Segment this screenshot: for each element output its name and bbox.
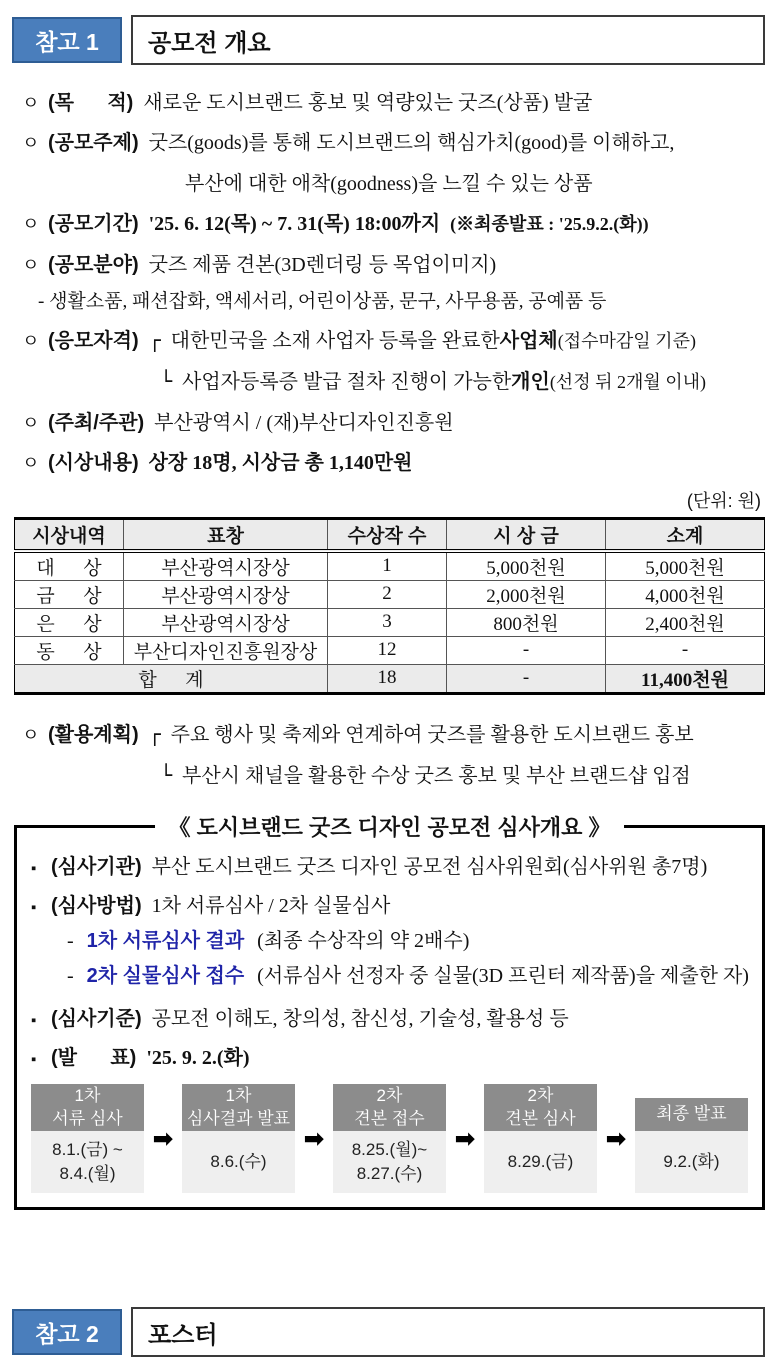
award-line <box>22 450 769 476</box>
review-method-sub1-highlight: 1차 서류심사 결과 <box>86 930 245 953</box>
step-date-line: 8.29.(금) <box>507 1151 574 1171</box>
review-method-sub2-text: (서류심사 선정자 중 실물(3D 프린터 제작품)을 제출한 자) <box>257 965 749 988</box>
cell-count: 3 <box>328 608 447 636</box>
bullet-marker: ㅇ <box>22 453 40 474</box>
timeline-step-3-dates <box>333 1131 446 1193</box>
cell-total-subtotal: 11,400천원 <box>606 664 765 693</box>
cell-count: 2 <box>328 580 447 608</box>
timeline-step-5-dates <box>635 1131 748 1193</box>
ref2-title: 포스터 <box>131 1307 765 1357</box>
cell-subtotal: 2,400천원 <box>606 608 765 636</box>
review-overview-box <box>14 815 765 1210</box>
table-row <box>15 636 765 664</box>
field-subline: - 생활소품, 패션잡화, 액세서리, 어린이상품, 문구, 사무용품, 공예품 등 <box>38 290 607 312</box>
purpose-text: 새로운 도시브랜드 홍보 및 역량있는 굿즈(상품) 발굴 <box>143 92 593 114</box>
eligibility-text-2: 사업자등록증 발급 절차 진행이 가능한 <box>182 371 512 394</box>
bullet-marker: ㅇ <box>22 724 40 745</box>
plan-text-2: 부산시 채널을 활용한 수상 굿즈 홍보 및 부산 브랜드샵 입점 <box>182 764 691 787</box>
host-label: (주최/주관) <box>48 411 145 434</box>
purpose-line <box>22 90 769 116</box>
section-header-ref1 <box>12 14 765 66</box>
col-header-grade: 시상내역 <box>15 518 124 551</box>
period-text: '25. 6. 12(목) ~ 7. 31(목) 18:00까지 <box>148 213 441 236</box>
review-box-title: 《 도시브랜드 굿즈 디자인 공모전 심사개요 》 <box>155 811 625 842</box>
theme-line <box>22 130 769 156</box>
step-head-line: 서류 심사 <box>52 1108 123 1128</box>
review-announce-label: (발 표) <box>51 1047 137 1070</box>
timeline-step-2-head <box>182 1084 295 1131</box>
review-criteria-line <box>31 1002 748 1031</box>
award-table <box>14 517 765 695</box>
section-header-ref2 <box>12 1306 765 1358</box>
dash-marker: - <box>67 930 74 953</box>
timeline-step-2-dates <box>182 1131 295 1193</box>
eligibility-label: (응모자격) <box>48 329 139 352</box>
arrow-right-icon: ➡ <box>152 1124 174 1154</box>
review-criteria-text: 공모전 이해도, 창의성, 참신성, 기술성, 활용성 등 <box>151 1008 569 1031</box>
cell-total-money: - <box>447 664 606 693</box>
square-bullet-icon: ▪ <box>31 861 37 878</box>
bracket-bottom-icon: └ <box>160 369 173 394</box>
eligibility-bold-2: 개인 <box>511 371 550 394</box>
cell-money: 800천원 <box>447 608 606 636</box>
step-head-line: 심사결과 발표 <box>186 1108 291 1128</box>
timeline-step-4-dates <box>484 1131 597 1193</box>
step-date-line: 8.25.(월)~ <box>351 1139 428 1159</box>
cell-total-count: 18 <box>328 664 447 693</box>
timeline-step-5-head <box>635 1098 748 1131</box>
col-header-count: 수상작 수 <box>328 518 447 551</box>
review-method-text: 1차 서류심사 / 2차 실물심사 <box>151 895 391 918</box>
square-bullet-icon: ▪ <box>31 1013 37 1030</box>
step-date-line: 8.6.(수) <box>210 1151 267 1171</box>
timeline-step-3 <box>333 1084 446 1193</box>
table-row <box>15 608 765 636</box>
cell-money: 5,000천원 <box>447 551 606 581</box>
period-note: (※최종발표 : '25.9.2.(화)) <box>450 214 649 235</box>
col-header-money: 시 상 금 <box>447 518 606 551</box>
plan-line-cont <box>160 762 769 789</box>
step-head-line: 최종 발표 <box>656 1104 727 1124</box>
period-line <box>22 211 769 237</box>
period-label: (공모기간) <box>48 213 139 236</box>
arrow-right-icon: ➡ <box>303 1124 325 1154</box>
host-text: 부산광역시 / (재)부산디자인진흥원 <box>154 411 454 434</box>
step-head-line: 견본 심사 <box>505 1108 576 1128</box>
field-line <box>22 252 769 278</box>
table-row <box>15 551 765 581</box>
review-announce-text: '25. 9. 2.(화) <box>146 1047 250 1070</box>
bullet-marker: ㅇ <box>22 214 40 235</box>
cell-total-label: 합 계 <box>15 664 328 693</box>
review-method-sub1-text: (최종 수상작의 약 2배수) <box>257 930 470 953</box>
step-head-line: 견본 접수 <box>354 1108 425 1128</box>
cell-prize: 부산디자인진흥원장상 <box>124 636 328 664</box>
table-row <box>15 580 765 608</box>
field-label: (공모분야) <box>48 253 139 276</box>
plan-label: (활용계획) <box>48 723 139 746</box>
bracket-top-icon: ┌ <box>148 721 161 746</box>
dash-marker: - <box>67 965 74 988</box>
award-text: 상장 18명, 시상금 총 1,140만원 <box>148 452 413 475</box>
col-header-subtotal: 소계 <box>606 518 765 551</box>
bullet-marker: ㅇ <box>22 330 40 351</box>
bullet-marker: ㅇ <box>22 93 40 113</box>
ref1-badge: 참고 1 <box>12 17 122 63</box>
bullet-marker: ㅇ <box>22 133 40 154</box>
theme-label: (공모주제) <box>48 132 139 155</box>
step-date-line: 8.4.(월) <box>59 1164 116 1184</box>
review-method-sub2 <box>67 959 748 988</box>
cell-prize: 부산광역시장상 <box>124 551 328 581</box>
award-label: (시상내용) <box>48 452 139 475</box>
table-unit-note: (단위: 원) <box>686 490 761 511</box>
step-head-line: 1차 <box>74 1085 101 1105</box>
cell-subtotal: 5,000천원 <box>606 551 765 581</box>
plan-line <box>22 721 769 748</box>
table-total-row <box>15 664 765 693</box>
step-date-line: 9.2.(화) <box>663 1151 720 1171</box>
review-agency-text: 부산 도시브랜드 굿즈 디자인 공모전 심사위원회(심사위원 총7명) <box>151 856 708 879</box>
field-text: 굿즈 제품 견본(3D렌더링 등 목업이미지) <box>148 253 497 276</box>
step-head-line: 2차 <box>376 1085 403 1105</box>
step-head-line: 1차 <box>225 1085 252 1105</box>
review-method-label: (심사방법) <box>51 895 142 918</box>
arrow-right-icon: ➡ <box>454 1124 476 1154</box>
bullet-marker: ㅇ <box>22 412 40 433</box>
timeline-step-4 <box>484 1084 597 1193</box>
host-line <box>22 410 769 436</box>
step-head-line: 2차 <box>527 1085 554 1105</box>
review-timeline <box>31 1084 748 1193</box>
purpose-label: (목 적) <box>48 92 134 114</box>
bracket-bottom-icon: └ <box>160 762 173 787</box>
cell-grade: 대 상 <box>15 551 124 581</box>
review-criteria-label: (심사기준) <box>51 1008 142 1031</box>
cell-grade: 은 상 <box>15 608 124 636</box>
cell-grade: 동 상 <box>15 636 124 664</box>
cell-subtotal: 4,000천원 <box>606 580 765 608</box>
document-page <box>0 14 779 1349</box>
timeline-step-1 <box>31 1084 144 1193</box>
review-agency-label: (심사기관) <box>51 856 142 879</box>
theme-line-cont <box>185 171 769 197</box>
cell-prize: 부산광역시장상 <box>124 580 328 608</box>
square-bullet-icon: ▪ <box>31 900 37 917</box>
plan-text-1: 주요 행사 및 축제와 연계하여 굿즈를 활용한 도시브랜드 홍보 <box>170 723 694 746</box>
cell-count: 12 <box>328 636 447 664</box>
timeline-step-2 <box>182 1084 295 1193</box>
eligibility-tail-1: (접수마감일 기준) <box>557 330 696 351</box>
review-agency-line <box>31 850 748 879</box>
arrow-right-icon: ➡ <box>605 1124 627 1154</box>
timeline-step-5 <box>635 1084 748 1193</box>
theme-text-2: 부산에 대한 애착(goodness)을 느낄 수 있는 상품 <box>185 172 593 195</box>
ref1-title: 공모전 개요 <box>131 15 765 65</box>
review-method-line <box>31 889 748 918</box>
col-header-prize: 표창 <box>124 518 328 551</box>
step-date-line: 8.27.(수) <box>356 1164 423 1184</box>
step-date-line: 8.1.(금) ~ <box>52 1139 123 1159</box>
eligibility-line-cont <box>160 368 769 395</box>
review-announce-line <box>31 1041 748 1070</box>
eligibility-line <box>22 327 769 354</box>
timeline-step-3-head <box>333 1084 446 1131</box>
cell-grade: 금 상 <box>15 580 124 608</box>
eligibility-tail-2: (선정 뒤 2개월 이내) <box>549 372 707 393</box>
timeline-step-1-head <box>31 1084 144 1131</box>
bullet-marker: ㅇ <box>22 254 40 275</box>
eligibility-bold-1: 사업체 <box>499 329 558 352</box>
bracket-top-icon: ┌ <box>148 327 161 352</box>
ref2-badge: 참고 2 <box>12 1309 122 1355</box>
cell-count: 1 <box>328 551 447 581</box>
timeline-step-1-dates <box>31 1131 144 1193</box>
timeline-step-4-head <box>484 1084 597 1131</box>
theme-text-1: 굿즈(goods)를 통해 도시브랜드의 핵심가치(good)를 이해하고, <box>148 132 675 155</box>
cell-subtotal: - <box>606 636 765 664</box>
review-method-sub2-highlight: 2차 실물심사 접수 <box>86 965 245 988</box>
table-header-row <box>15 518 765 551</box>
cell-prize: 부산광역시장상 <box>124 608 328 636</box>
review-method-sub1 <box>67 924 748 953</box>
cell-money: 2,000천원 <box>447 580 606 608</box>
cell-money: - <box>447 636 606 664</box>
square-bullet-icon: ▪ <box>31 1052 37 1069</box>
eligibility-text-1: 대한민국을 소재 사업자 등록을 완료한 <box>170 329 500 352</box>
